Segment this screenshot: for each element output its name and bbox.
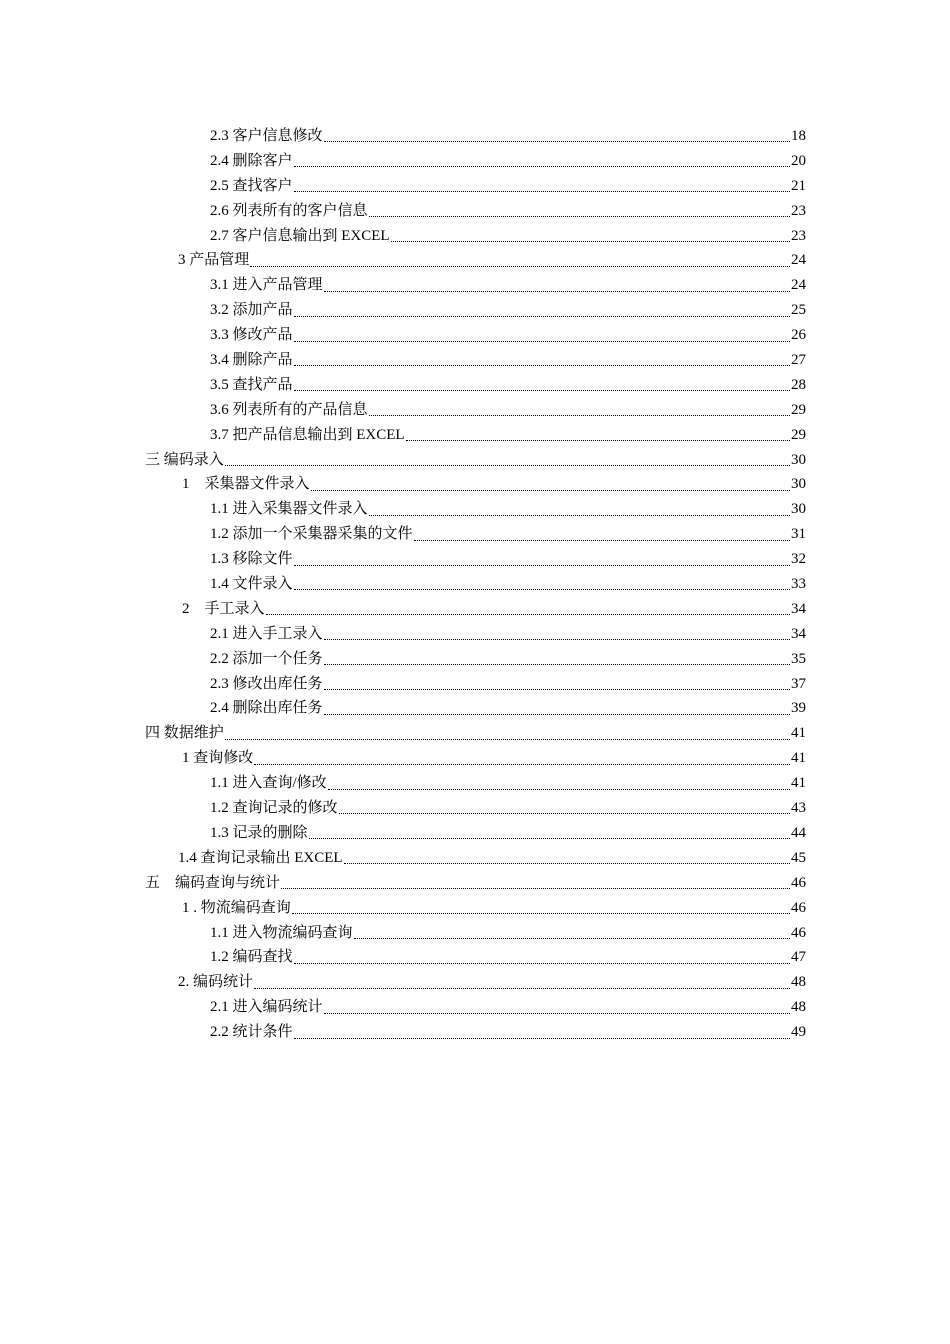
toc-entry-page-number: 25: [791, 302, 806, 319]
toc-entry-page-number: 32: [791, 551, 806, 568]
toc-entry-page-number: 23: [791, 227, 806, 244]
toc-entry[interactable]: [0, 721, 806, 746]
toc-entry[interactable]: [0, 298, 806, 323]
dot-leader: [225, 464, 790, 466]
toc-entry-page-number: 48: [791, 974, 806, 991]
toc-entry[interactable]: [0, 448, 806, 473]
dot-leader: [324, 713, 790, 715]
dot-leader: [391, 240, 790, 242]
toc-entry-label: 1 . 物流编码查询: [182, 899, 291, 916]
dot-leader: [250, 265, 790, 267]
dot-leader: [324, 290, 790, 292]
toc-entry-label: 2.6 列表所有的客户信息: [210, 202, 368, 219]
toc-entry-page-number: 35: [791, 650, 806, 667]
toc-entry-label: 1.3 记录的删除: [210, 824, 308, 841]
toc-entry-page-number: 30: [791, 476, 806, 493]
toc-entry[interactable]: [0, 995, 806, 1020]
toc-entry-label: 2.5 查找客户: [210, 177, 293, 194]
dot-leader: [309, 837, 790, 839]
toc-entry-label: 3.6 列表所有的产品信息: [210, 401, 368, 418]
toc-entry[interactable]: [0, 497, 806, 522]
toc-entry-label: 1.3 移除文件: [210, 551, 293, 568]
toc-entry[interactable]: [0, 696, 806, 721]
toc-entry-label: 2.4 删除客户: [210, 152, 293, 169]
toc-entry-page-number: 33: [791, 576, 806, 593]
dot-leader: [294, 1037, 790, 1039]
toc-entry[interactable]: [0, 124, 806, 149]
toc-entry-label: 2.1 进入手工录入: [210, 625, 323, 642]
toc-entry[interactable]: [0, 248, 806, 273]
toc-entry-label: 3.5 查找产品: [210, 376, 293, 393]
dot-leader: [339, 812, 790, 814]
toc-entry[interactable]: [0, 398, 806, 423]
toc-entry-page-number: 29: [791, 426, 806, 443]
dot-leader: [328, 788, 790, 790]
toc-entry-label: 2.3 修改出库任务: [210, 675, 323, 692]
toc-entry-page-number: 23: [791, 202, 806, 219]
dot-leader: [369, 514, 790, 516]
toc-entry[interactable]: [0, 647, 806, 672]
dot-leader: [294, 315, 790, 317]
toc-entry[interactable]: [0, 746, 806, 771]
dot-leader: [406, 439, 790, 441]
toc-entry-page-number: 18: [791, 128, 806, 144]
dot-leader: [294, 389, 790, 391]
toc-entry-page-number: 28: [791, 376, 806, 393]
toc-entry-page-number: 30: [791, 501, 806, 518]
toc-entry-label: 2.2 统计条件: [210, 1024, 293, 1041]
toc-entry-page-number: 46: [791, 899, 806, 916]
toc-entry-page-number: 37: [791, 675, 806, 692]
toc-entry[interactable]: [0, 970, 806, 995]
toc-entry[interactable]: [0, 622, 806, 647]
toc-entry-page-number: 47: [791, 949, 806, 966]
toc-entry-label: 1.2 添加一个采集器采集的文件: [210, 526, 413, 543]
dot-leader: [369, 414, 790, 416]
toc-entry-page-number: 26: [791, 327, 806, 344]
toc-entry-page-number: 49: [791, 1024, 806, 1041]
dot-leader: [281, 887, 790, 889]
toc-entry-page-number: 39: [791, 700, 806, 717]
toc-entry-label: 3.2 添加产品: [210, 302, 293, 319]
toc-entry[interactable]: [0, 273, 806, 298]
dot-leader: [354, 937, 790, 939]
toc-entry-label: 1 采集器文件录入: [182, 476, 310, 493]
toc-entry-label: 1.1 进入采集器文件录入: [210, 501, 368, 518]
dot-leader: [266, 613, 790, 615]
toc-entry[interactable]: [0, 821, 806, 846]
dot-leader: [294, 564, 790, 566]
toc-entry-label: 2.3 客户信息修改: [210, 128, 323, 144]
toc-entry-page-number: 46: [791, 874, 806, 891]
toc-entry-page-number: 24: [791, 252, 806, 269]
toc-entry-label: 四 数据维护: [145, 725, 224, 742]
toc-entry-label: 2.4 删除出库任务: [210, 700, 323, 717]
dot-leader: [324, 140, 790, 142]
toc-entry-page-number: 46: [791, 924, 806, 941]
toc-entry-label: 3 产品管理: [178, 252, 250, 269]
dot-leader: [294, 190, 790, 192]
toc-entry-label: 2.7 客户信息输出到 EXCEL: [210, 227, 390, 244]
toc-entry-label: 2.1 进入编码统计: [210, 999, 323, 1016]
dot-leader: [311, 489, 790, 491]
toc-entry[interactable]: [0, 522, 806, 547]
toc-entry[interactable]: [0, 1020, 806, 1045]
toc-entry-label: 3.3 修改产品: [210, 327, 293, 344]
toc-entry[interactable]: [0, 921, 806, 946]
toc-entry[interactable]: [0, 373, 806, 398]
dot-leader: [414, 539, 790, 541]
toc-entry[interactable]: [0, 771, 806, 796]
toc-entry-page-number: 48: [791, 999, 806, 1016]
toc-entry-label: 3.4 删除产品: [210, 352, 293, 369]
toc-entry-label: 1.2 查询记录的修改: [210, 800, 338, 817]
toc-entry[interactable]: [0, 945, 806, 970]
toc-entry-label: 三 编码录入: [145, 451, 224, 468]
dot-leader: [324, 663, 790, 665]
toc-entry-page-number: 27: [791, 352, 806, 369]
toc-entry[interactable]: [0, 149, 806, 174]
toc-entry-page-number: 34: [791, 625, 806, 642]
dot-leader: [324, 1012, 790, 1014]
toc-entry-label: 1.4 文件录入: [210, 576, 293, 593]
toc-entry-label: 2 手工录入: [182, 600, 265, 617]
toc-entry-page-number: 34: [791, 600, 806, 617]
toc-entry-page-number: 29: [791, 401, 806, 418]
dot-leader: [294, 340, 790, 342]
dot-leader: [294, 588, 790, 590]
dot-leader: [292, 912, 790, 914]
toc-entry-label: 五 编码查询与统计: [145, 874, 281, 891]
toc-entry[interactable]: [0, 323, 806, 348]
dot-leader: [344, 862, 790, 864]
dot-leader: [294, 165, 790, 167]
toc-entry-page-number: 44: [791, 824, 806, 841]
toc-entry-page-number: 41: [791, 750, 806, 767]
toc-entry[interactable]: [0, 871, 806, 896]
toc-entry[interactable]: [0, 224, 806, 249]
dot-leader: [324, 688, 790, 690]
dot-leader: [225, 738, 790, 740]
toc-entry[interactable]: [0, 672, 806, 697]
toc-entry[interactable]: [0, 896, 806, 921]
toc-entry-page-number: 41: [791, 775, 806, 792]
toc-entry[interactable]: [0, 199, 806, 224]
toc-entry-page-number: 20: [791, 152, 806, 169]
dot-leader: [369, 215, 790, 217]
toc-entry[interactable]: [0, 472, 806, 497]
toc-entry-page-number: 43: [791, 800, 806, 817]
toc-entry-page-number: 21: [791, 177, 806, 194]
toc-entry[interactable]: [0, 348, 806, 373]
toc-entry[interactable]: [0, 796, 806, 821]
toc-entry-page-number: 24: [791, 277, 806, 294]
toc-entry-label: 1 查询修改: [182, 750, 254, 767]
toc-entry[interactable]: [0, 846, 806, 871]
dot-leader: [324, 638, 790, 640]
dot-leader: [294, 364, 790, 366]
toc-entry-page-number: 45: [791, 849, 806, 866]
dot-leader: [254, 987, 790, 989]
toc-entry-page-number: 41: [791, 725, 806, 742]
toc-entry[interactable]: [0, 597, 806, 622]
toc-entry-label: 3.1 进入产品管理: [210, 277, 323, 294]
toc-entry[interactable]: [0, 423, 806, 448]
table-of-contents: [0, 124, 950, 1045]
toc-entry-label: 1.1 进入物流编码查询: [210, 924, 353, 941]
toc-entry-label: 3.7 把产品信息输出到 EXCEL: [210, 426, 405, 443]
toc-entry-label: 2.2 添加一个任务: [210, 650, 323, 667]
toc-entry[interactable]: [0, 174, 806, 199]
toc-entry-label: 2. 编码统计: [178, 974, 254, 991]
toc-entry[interactable]: [0, 572, 806, 597]
toc-entry-label: 1.2 编码查找: [210, 949, 293, 966]
dot-leader: [294, 962, 790, 964]
toc-entry-page-number: 31: [791, 526, 806, 543]
toc-entry-label: 1.1 进入查询/修改: [210, 775, 327, 792]
toc-entry-page-number: 30: [791, 451, 806, 468]
toc-entry-label: 1.4 查询记录输出 EXCEL: [178, 849, 343, 866]
toc-entry[interactable]: [0, 547, 806, 572]
dot-leader: [254, 763, 790, 765]
